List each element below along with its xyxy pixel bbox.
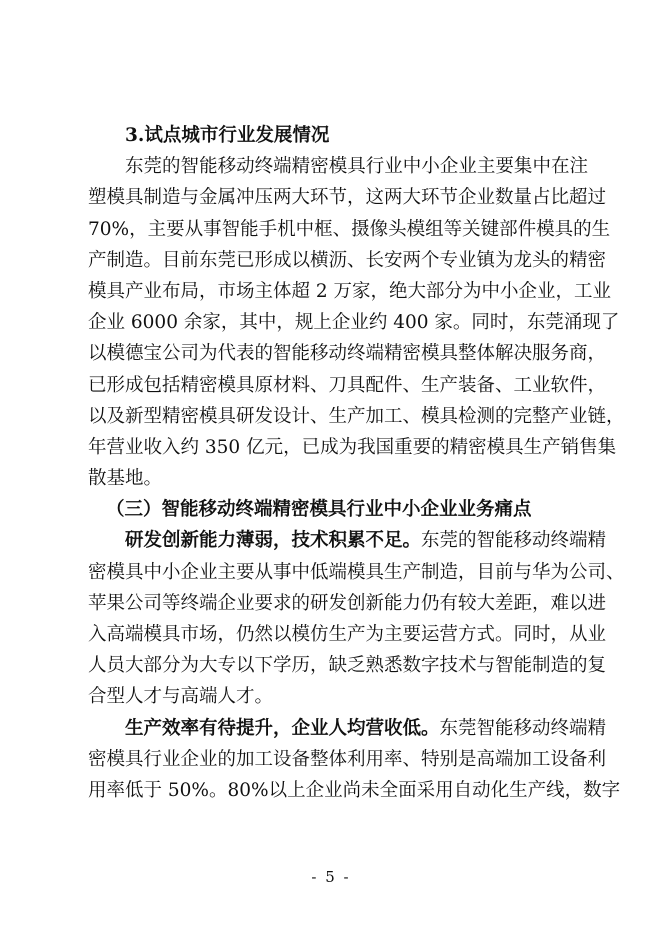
paragraph-line: 70%，主要从事智能手机中框、摄像头模组等关键部件模具的生 xyxy=(88,218,611,240)
subsection-heading: （三）智能移动终端精密模具行业中小企业业务痛点 xyxy=(106,499,532,521)
paragraph-lead-rest: 东莞的智能移动终端精 xyxy=(421,530,607,552)
paragraph-line: 用率低于 50%。80%以上企业尚未全面采用自动化生产线，数字 xyxy=(88,779,621,801)
paragraph-line: 企业 6000 余家，其中，规上企业约 400 家。同时，东莞涌现了 xyxy=(88,312,620,334)
paragraph-line: 年营业收入约 350 亿元，已成为我国重要的精密模具生产销售集 xyxy=(88,436,617,458)
paragraph-industry-development xyxy=(88,151,625,494)
paragraph-line: 合型人才与高端人才。 xyxy=(88,686,274,708)
paragraph-first-line xyxy=(88,713,607,744)
paragraph-line: 产制造。目前东莞已形成以横沥、长安两个专业镇为龙头的精密 xyxy=(88,249,607,271)
paragraph-line: 模具产业布局，市场主体超 2 万家，绝大部分为中小企业，工业 xyxy=(88,280,612,302)
paragraph-production-efficiency xyxy=(88,713,621,807)
paragraph-line: 人员大部分为大专以下学历，缺乏熟悉数字技术与智能制造的复 xyxy=(88,655,607,677)
paragraph-line: 塑模具制造与金属冲压两大环节，这两大环节企业数量占比超过 xyxy=(88,187,607,209)
paragraph-lead-bold: 研发创新能力薄弱，技术积累不足。 xyxy=(125,530,422,552)
document-body xyxy=(88,120,625,806)
page-number: - 5 - xyxy=(311,868,351,886)
paragraph-lead-rest: 东莞智能移动终端精 xyxy=(439,717,607,739)
paragraph-line: 入高端模具市场，仍然以模仿生产为主要运营方式。同时，从业 xyxy=(88,624,607,645)
paragraph-line: 以及新型精密模具研发设计、生产加工、模具检测的完整产业链， xyxy=(88,405,625,427)
paragraph-line: 以模德宝公司为代表的智能移动终端精密模具整体解决服务商， xyxy=(88,343,607,365)
section-heading: 3.试点城市行业发展情况 xyxy=(125,125,330,146)
paragraph-line: 密模具行业企业的加工设备整体利用率、特别是高端加工设备利 xyxy=(88,748,607,770)
paragraph-lead-bold: 生产效率有待提升，企业人均营收低。 xyxy=(125,717,440,739)
paragraph-line: 苹果公司等终端企业要求的研发创新能力仍有较大差距，难以进 xyxy=(88,592,607,614)
paragraph-rd-capability xyxy=(88,525,625,712)
paragraph-line: 密模具中小企业主要从事中低端模具生产制造，目前与华为公司、 xyxy=(88,561,625,583)
paragraph-line: 散基地。 xyxy=(88,468,163,490)
paragraph-first-line xyxy=(88,525,607,556)
paragraph-line: 东莞的智能移动终端精密模具行业中小企业主要集中在注 xyxy=(125,156,588,178)
paragraph-line: 已形成包括精密模具原材料、刀具配件、生产装备、工业软件， xyxy=(88,374,607,396)
